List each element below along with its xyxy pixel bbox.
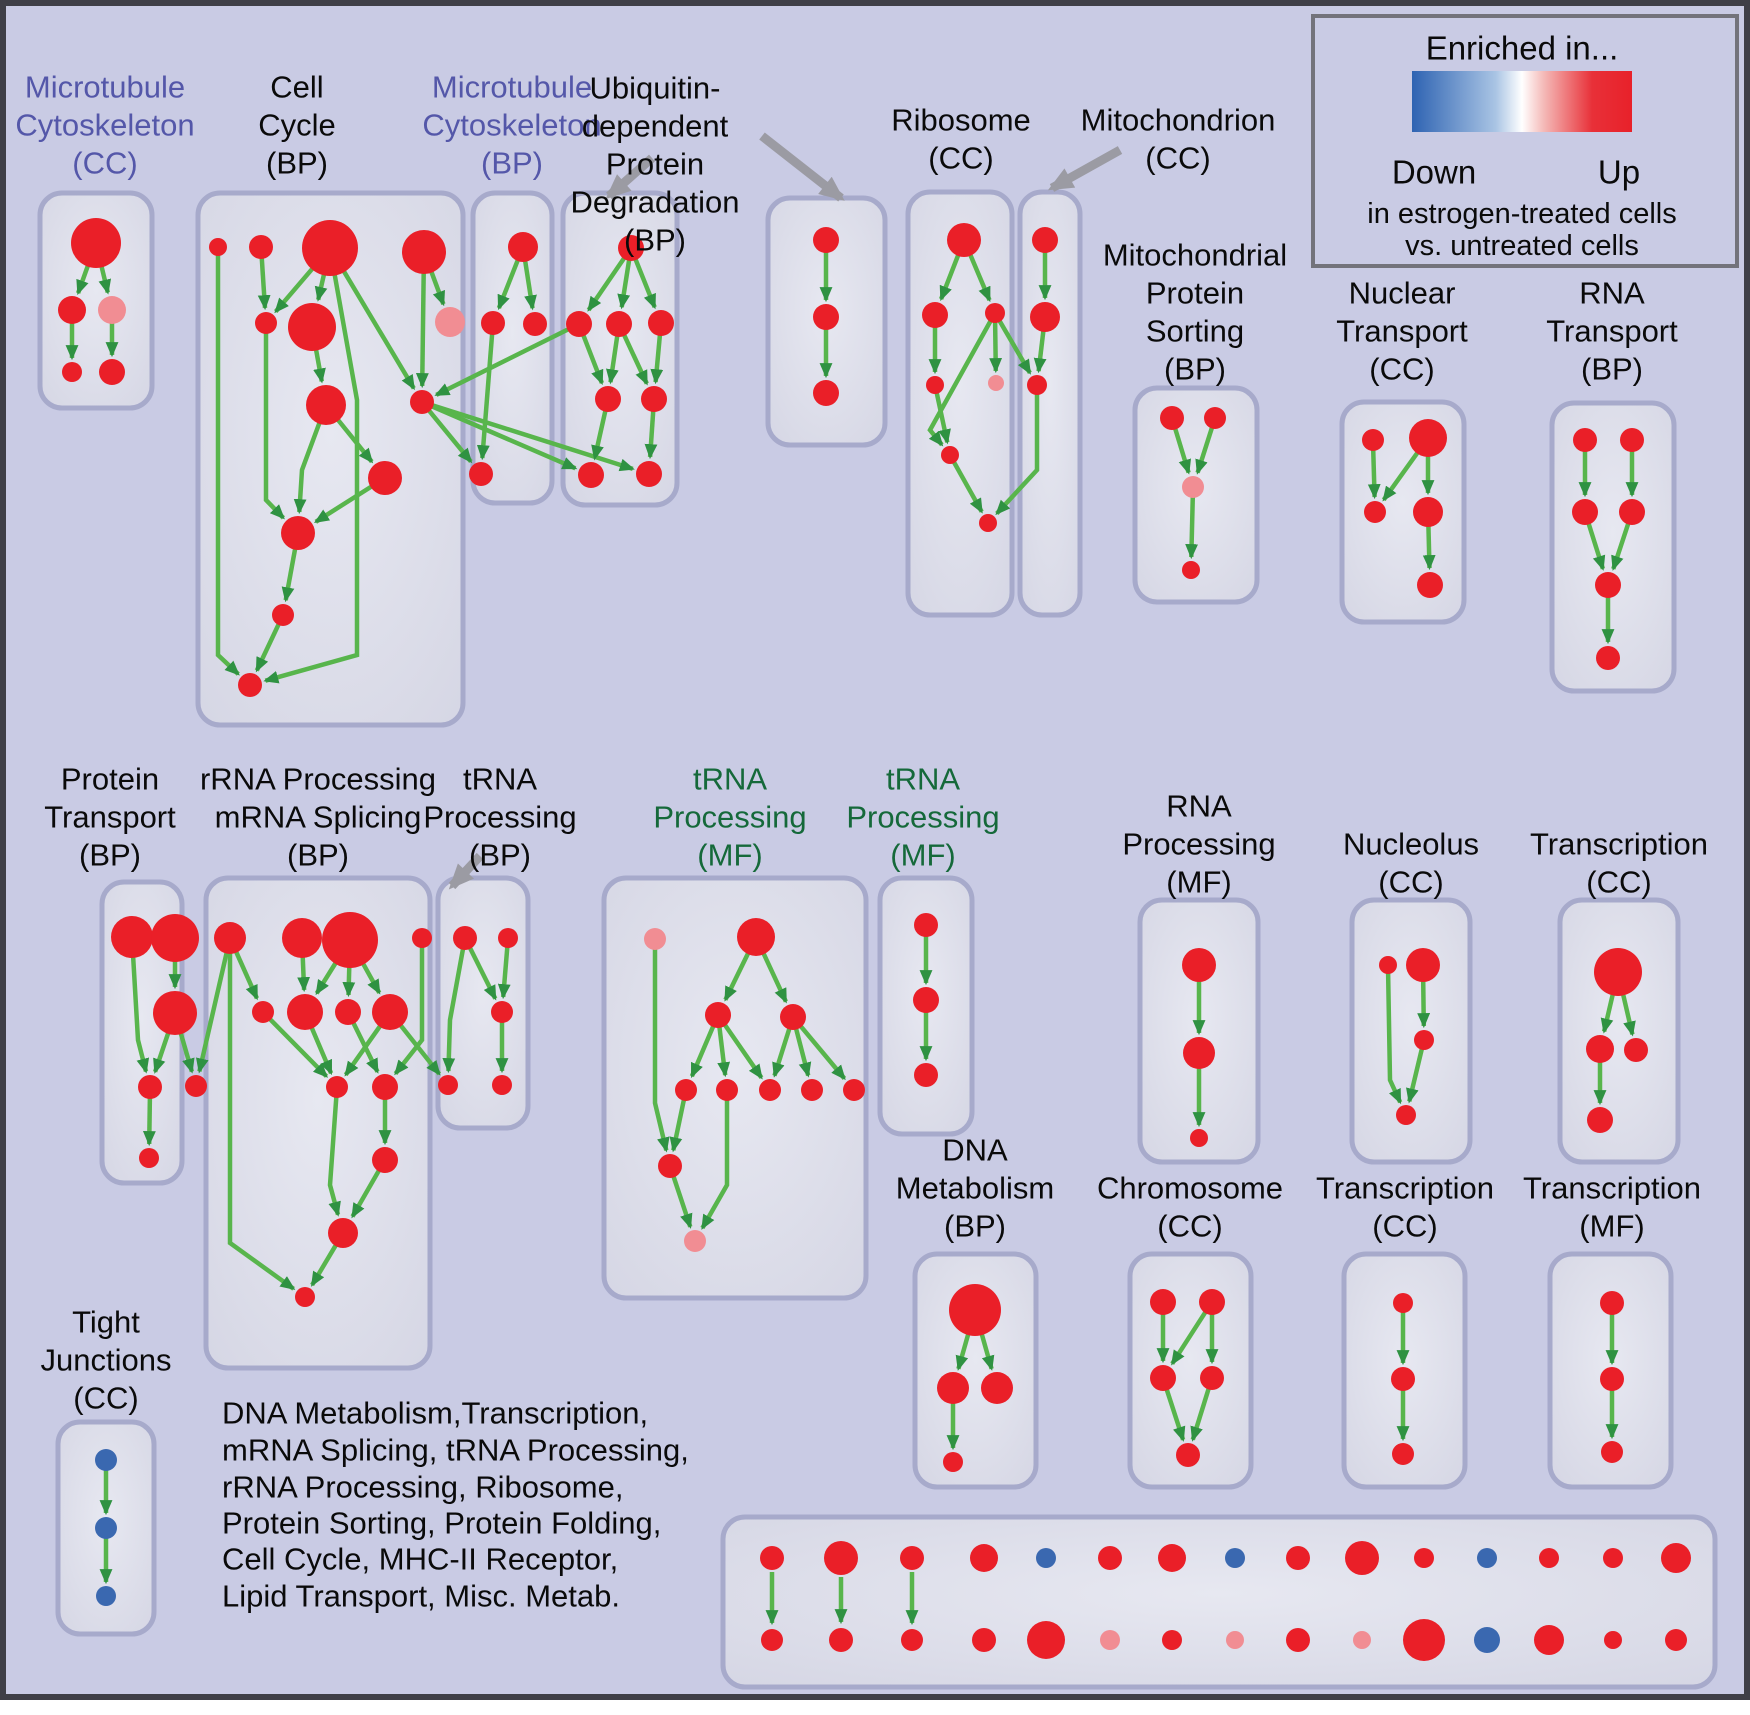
label-rna-processing-line: (MF) <box>1166 864 1232 900</box>
node-j2 <box>1600 1367 1624 1391</box>
label-trna-mf-2-line: (MF) <box>890 837 956 873</box>
node-j3 <box>1601 1441 1623 1463</box>
label-microtubule-bp-line: (BP) <box>481 145 543 181</box>
label-transcription-cc-bot-line: (CC) <box>1372 1208 1438 1244</box>
label-chromosome-line: (CC) <box>1157 1208 1223 1244</box>
node-tc3 <box>1624 1038 1648 1062</box>
node-y2 <box>1183 1037 1215 1069</box>
node-misc-bottom-5 <box>1027 1621 1065 1659</box>
node-c2 <box>249 235 273 259</box>
node-w4 <box>1619 499 1645 525</box>
node-misc-top-13 <box>1539 1548 1559 1568</box>
label-cell-cycle-line: Cycle <box>258 107 336 143</box>
node-t6 <box>139 1148 159 1168</box>
misc-clusters-text-line-6: Lipid Transport, Misc. Metab. <box>222 1578 620 1614</box>
edge-r3-r5 <box>995 321 996 371</box>
edge-q1-q3 <box>1373 449 1374 497</box>
node-c9 <box>410 390 434 414</box>
misc-clusters-text-line-4: Protein Sorting, Protein Folding, <box>222 1505 662 1541</box>
label-transcription-mf-line: (MF) <box>1579 1208 1645 1244</box>
label-rrna-mrna-line: mRNA Splicing <box>214 799 422 835</box>
node-misc-top-9 <box>1286 1546 1310 1570</box>
label-chromosome-line: Chromosome <box>1096 1170 1284 1206</box>
label-mito-sorting-line: Protein <box>1145 275 1245 311</box>
node-c11 <box>281 516 315 550</box>
node-q3 <box>1364 501 1386 523</box>
node-v2 <box>813 304 839 330</box>
node-m4 <box>62 362 82 382</box>
node-misc-top-3 <box>900 1546 924 1570</box>
node-m1 <box>71 218 121 268</box>
node-y1 <box>1182 948 1216 982</box>
node-misc-top-6 <box>1098 1546 1122 1570</box>
legend-layer <box>1313 16 1737 266</box>
node-u4mc <box>606 311 632 337</box>
node-misc-bottom-14 <box>1604 1631 1622 1649</box>
node-p3 <box>1182 476 1204 498</box>
label-protein-transport-line: (BP) <box>79 837 141 873</box>
node-misc-bottom-9 <box>1286 1628 1310 1652</box>
node-f1 <box>1393 1293 1413 1313</box>
node-g5 <box>675 1079 697 1101</box>
label-trna-mf-1-line: Processing <box>653 799 807 835</box>
legend-subtitle-line1: in estrogen-treated cells <box>1367 198 1677 230</box>
label-trna-mf-2-line: tRNA <box>885 761 961 797</box>
node-b3t <box>508 232 538 262</box>
node-w3 <box>1572 499 1598 525</box>
label-rna-processing-line: Processing <box>1122 826 1276 862</box>
node-tj2 <box>95 1517 117 1539</box>
node-s13 <box>295 1287 315 1307</box>
label-rna-transport-line: (BP) <box>1581 351 1643 387</box>
label-rrna-mrna-line: rRNA Processing <box>199 761 437 797</box>
node-u4ml <box>566 311 592 337</box>
label-rrna-mrna-line: (BP) <box>287 837 349 873</box>
node-k1 <box>914 913 938 937</box>
label-transcription-cc-bot-line: Transcription <box>1315 1170 1495 1206</box>
node-tc4 <box>1587 1107 1613 1133</box>
node-m2 <box>58 296 86 324</box>
node-misc-top-14 <box>1603 1548 1623 1568</box>
node-s12 <box>328 1218 358 1248</box>
node-t4 <box>138 1075 162 1099</box>
node-d3 <box>981 1372 1013 1404</box>
node-c10 <box>368 461 402 495</box>
edge-p3-p4 <box>1191 496 1193 557</box>
legend-gradient-bar <box>1412 71 1632 132</box>
label-ubiquitin-line: (BP) <box>624 222 686 258</box>
node-s6 <box>287 994 323 1030</box>
node-p2 <box>1204 407 1226 429</box>
node-r4 <box>926 376 944 394</box>
node-b3b <box>469 462 493 486</box>
label-tight-junctions-line: Junctions <box>40 1342 172 1378</box>
node-ua1 <box>453 926 477 950</box>
label-transcription-cc-mid-line: Transcription <box>1529 826 1709 862</box>
node-y3 <box>1190 1129 1208 1147</box>
node-d4 <box>943 1452 963 1472</box>
node-c4 <box>402 230 446 274</box>
node-m8 <box>1027 375 1047 395</box>
node-w2 <box>1620 428 1644 452</box>
node-r7 <box>979 514 997 532</box>
label-trna-bp-line: Processing <box>423 799 577 835</box>
node-misc-bottom-11 <box>1403 1619 1445 1661</box>
node-t5 <box>185 1075 207 1097</box>
label-ribosome-line: Ribosome <box>891 102 1031 138</box>
node-c13 <box>238 673 262 697</box>
node-ua2 <box>498 928 518 948</box>
node-v1 <box>813 227 839 253</box>
label-ubiquitin-line: dependent <box>581 108 729 144</box>
node-misc-bottom-4 <box>972 1628 996 1652</box>
node-misc-bottom-6 <box>1100 1630 1120 1650</box>
label-mito-sorting-line: Sorting <box>1145 313 1245 349</box>
misc-clusters-text-line-3: rRNA Processing, Ribosome, <box>222 1469 624 1505</box>
node-misc-bottom-2 <box>829 1628 853 1652</box>
node-u4bl <box>578 462 604 488</box>
label-cell-cycle-line: Cell <box>270 69 324 105</box>
label-rna-transport-line: Transport <box>1546 313 1678 349</box>
node-misc-top-8 <box>1225 1548 1245 1568</box>
node-s8 <box>372 994 408 1030</box>
label-ubiquitin-line: Degradation <box>570 184 740 220</box>
node-u4lr <box>641 386 667 412</box>
node-g2 <box>737 918 775 956</box>
node-nl4 <box>1396 1105 1416 1125</box>
node-e2 <box>1199 1289 1225 1315</box>
label-dna-metabolism-line: Metabolism <box>895 1170 1055 1206</box>
node-misc-bottom-1 <box>761 1629 783 1651</box>
label-dna-metabolism-line: DNA <box>942 1132 1008 1168</box>
node-c1 <box>209 238 227 256</box>
node-s9 <box>326 1076 348 1098</box>
label-cell-cycle-line: (BP) <box>266 145 328 181</box>
node-c8 <box>306 385 346 425</box>
node-b3l <box>481 311 505 335</box>
label-nucleolus-line: Nucleolus <box>1342 826 1480 862</box>
misc-clusters-text-line-5: Cell Cycle, MHC-II Receptor, <box>222 1541 619 1577</box>
node-h1 <box>658 1154 682 1178</box>
node-tc2 <box>1586 1035 1614 1063</box>
label-mito-sorting-line: Mitochondrial <box>1102 237 1288 273</box>
node-g8 <box>801 1079 823 1101</box>
node-nl3 <box>1414 1030 1434 1050</box>
node-ua5 <box>492 1075 512 1095</box>
node-t2 <box>151 914 199 962</box>
label-transcription-cc-mid-line: (CC) <box>1586 864 1652 900</box>
misc-clusters-text-line-1: DNA Metabolism,Transcription, <box>222 1395 649 1431</box>
label-nuclear-transport-line: Nuclear <box>1348 275 1456 311</box>
edge-s3-s7 <box>349 966 350 995</box>
node-q4 <box>1413 497 1443 527</box>
legend-down-label: Down <box>1391 153 1477 191</box>
node-misc-bottom-10 <box>1353 1631 1371 1649</box>
node-k2 <box>913 987 939 1013</box>
node-g7 <box>759 1079 781 1101</box>
label-microtubule-bp-line: Microtubule <box>431 69 593 105</box>
node-g3 <box>705 1002 731 1028</box>
node-ua3 <box>491 1001 513 1023</box>
node-misc-top-2 <box>824 1541 858 1575</box>
node-misc-bottom-15 <box>1665 1629 1687 1651</box>
node-g1 <box>644 928 666 950</box>
label-nuclear-transport-line: (CC) <box>1369 351 1435 387</box>
label-dna-metabolism-line: (BP) <box>944 1208 1006 1244</box>
node-d2 <box>937 1372 969 1404</box>
node-m3 <box>98 296 126 324</box>
node-s10 <box>372 1074 398 1100</box>
legend-up-label: Up <box>1597 153 1641 191</box>
node-t3 <box>153 991 197 1035</box>
node-misc-top-4 <box>970 1544 998 1572</box>
node-tj1 <box>95 1449 117 1471</box>
node-m7 <box>1030 302 1060 332</box>
label-nucleolus-line: (CC) <box>1378 864 1444 900</box>
node-s4 <box>412 928 432 948</box>
node-tj3 <box>96 1586 116 1606</box>
label-rna-processing-line: RNA <box>1166 788 1232 824</box>
node-misc-top-10 <box>1345 1541 1379 1575</box>
label-transcription-mf-line: Transcription <box>1522 1170 1702 1206</box>
node-s3 <box>322 912 378 968</box>
label-rna-transport-line: RNA <box>1579 275 1645 311</box>
node-q1 <box>1362 429 1384 451</box>
node-nl1 <box>1379 956 1397 974</box>
node-g9 <box>843 1079 865 1101</box>
label-trna-bp-line: (BP) <box>469 837 531 873</box>
node-c6 <box>288 303 336 351</box>
label-trna-mf-1-line: tRNA <box>692 761 768 797</box>
node-e3 <box>1150 1365 1176 1391</box>
label-ubiquitin-line: Protein <box>605 146 705 182</box>
label-mitochondrion-line: Mitochondrion <box>1080 102 1276 138</box>
node-d1 <box>949 1284 1001 1336</box>
label-protein-transport-line: Protein <box>60 761 160 797</box>
label-nuclear-transport-line: Transport <box>1336 313 1468 349</box>
node-misc-bottom-12 <box>1474 1627 1500 1653</box>
node-ua4 <box>438 1075 458 1095</box>
label-tight-junctions-line: Tight <box>72 1304 140 1340</box>
node-s2 <box>282 918 322 958</box>
node-hb <box>684 1230 706 1252</box>
label-trna-mf-1-line: (MF) <box>697 837 763 873</box>
node-misc-top-5 <box>1036 1548 1056 1568</box>
node-misc-top-1 <box>760 1546 784 1570</box>
label-microtubule-cc-line: Microtubule <box>24 69 186 105</box>
node-misc-top-15 <box>1661 1543 1691 1573</box>
label-tight-junctions-line: (CC) <box>73 1380 139 1416</box>
node-e4 <box>1200 1366 1224 1390</box>
node-misc-bottom-3 <box>901 1629 923 1651</box>
label-ribosome-line: (CC) <box>928 140 994 176</box>
label-trna-bp-line: tRNA <box>462 761 538 797</box>
label-microtubule-cc-line: Cytoskeleton <box>15 107 195 143</box>
node-c12 <box>272 604 294 626</box>
node-u4ll <box>595 386 621 412</box>
node-u4br <box>636 461 662 487</box>
node-misc-bottom-7 <box>1162 1630 1182 1650</box>
node-j1 <box>1600 1291 1624 1315</box>
legend-title: Enriched in... <box>1425 29 1619 67</box>
edge-t4-t6 <box>149 1097 150 1144</box>
node-misc-top-12 <box>1477 1548 1497 1568</box>
edge-nl2-nl3 <box>1423 980 1424 1026</box>
node-m5 <box>99 359 125 385</box>
box-mitochondrion <box>1020 192 1080 615</box>
node-w5 <box>1595 572 1621 598</box>
node-t1 <box>111 916 153 958</box>
node-u4mr <box>648 310 674 336</box>
box-transcription-cc-mid <box>1560 900 1678 1162</box>
node-c5 <box>255 312 277 334</box>
node-r5 <box>988 375 1004 391</box>
label-protein-transport-line: Transport <box>44 799 176 835</box>
node-s7 <box>335 999 361 1025</box>
node-v3 <box>813 380 839 406</box>
node-b3r <box>523 312 547 336</box>
node-misc-top-7 <box>1158 1544 1186 1572</box>
label-trna-mf-2-line: Processing <box>846 799 1000 835</box>
label-mitochondrion-line: (CC) <box>1145 140 1211 176</box>
node-s11 <box>372 1147 398 1173</box>
legend-subtitle-line2: vs. untreated cells <box>1405 230 1639 262</box>
node-g4 <box>780 1004 806 1030</box>
node-r3 <box>985 303 1005 323</box>
node-f2 <box>1391 1367 1415 1391</box>
box-rrna-mrna <box>206 878 430 1368</box>
node-q5 <box>1417 572 1443 598</box>
node-c3 <box>302 220 358 276</box>
node-p4 <box>1182 561 1200 579</box>
edge-u4lr-u4br <box>650 410 653 457</box>
node-r6 <box>941 446 959 464</box>
edge-c4-c9 <box>422 272 424 386</box>
edge-q4-q5 <box>1428 525 1429 568</box>
label-ubiquitin-line: Ubiquitin- <box>589 70 721 106</box>
node-nl2 <box>1406 948 1440 982</box>
node-misc-bottom-13 <box>1534 1625 1564 1655</box>
node-w6 <box>1596 646 1620 670</box>
node-s1 <box>214 922 246 954</box>
node-s5 <box>252 1001 274 1023</box>
edge-s2-s6 <box>303 956 304 990</box>
node-e5 <box>1176 1443 1200 1467</box>
node-c7 <box>435 307 465 337</box>
node-misc-bottom-8 <box>1226 1631 1244 1649</box>
misc-clusters-text-line-2: mRNA Splicing, tRNA Processing, <box>222 1432 689 1468</box>
box-misc-wide <box>723 1517 1715 1687</box>
node-e1 <box>1150 1289 1176 1315</box>
node-f3 <box>1392 1443 1414 1465</box>
node-m6 <box>1032 227 1058 253</box>
label-microtubule-cc-line: (CC) <box>72 145 138 181</box>
node-misc-top-11 <box>1414 1548 1434 1568</box>
label-mito-sorting-line: (BP) <box>1164 351 1226 387</box>
node-tc1 <box>1594 948 1642 996</box>
node-r2 <box>922 302 948 328</box>
node-k3 <box>914 1063 938 1087</box>
node-q2 <box>1409 419 1447 457</box>
label-microtubule-bp-line: Cytoskeleton <box>422 107 602 143</box>
node-r1 <box>947 223 981 257</box>
node-g6 <box>716 1079 738 1101</box>
node-w1 <box>1573 428 1597 452</box>
node-p1 <box>1160 406 1184 430</box>
